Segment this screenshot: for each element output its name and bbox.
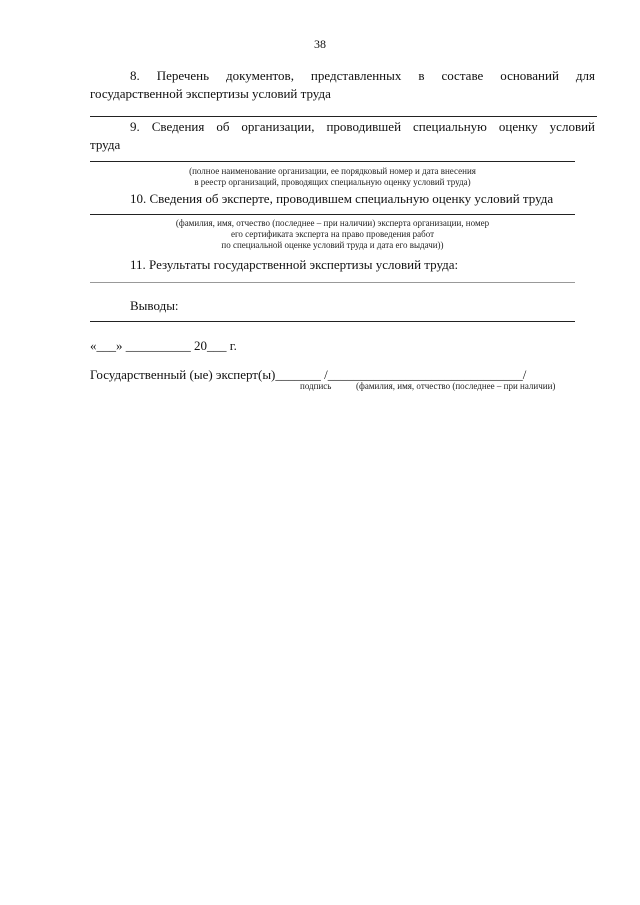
item-10-caption-2: его сертификата эксперта на право проведения работ [230,229,435,239]
item-8-line-2: государственной экспертизы условий труда [90,86,331,101]
item-9-caption-2: в реестр организаций, проводящих специальную оценку условий труда) [194,177,471,187]
page-number: 38 [314,37,326,51]
item-8-line-1: 8. Перечень документов, представленных в составе оснований для [130,68,595,83]
item-10-fill-line [90,214,575,215]
item-9-fill-line [90,161,575,162]
item-9-line-2: труда [90,137,121,152]
item-10-caption-3: по специальной оценке условий труда и дата его выдачи)) [221,240,444,250]
signature-caption: подпись [300,381,332,391]
item-11-fill-line [90,282,575,283]
name-caption: (фамилия, имя, отчество (последнее – при наличии) [356,381,556,391]
item-9-line-1: 9. Сведения об организации, проводившей специальную оценку условий [130,119,595,134]
item-8-fill-line [90,116,597,117]
item-10-caption-1: (фамилия, имя, отчество (последнее – при наличии) эксперта организации, номер [175,218,490,228]
signature-line: Государственный (ые) эксперт(ы)_______ /______________________________/ [90,367,527,382]
date-line: «___» __________ 20___ г. [90,338,237,353]
item-9-caption-1: (полное наименование организации, ее порядковый номер и дата внесения [189,166,476,176]
item-11-text: 11. Результаты государственной экспертизы условий труда: [130,257,459,272]
item-10-text: 10. Сведения об эксперте, проводившем специальную оценку условий труда [130,191,554,206]
conclusions-fill-line [90,321,575,322]
conclusions-label: Выводы: [130,298,179,313]
